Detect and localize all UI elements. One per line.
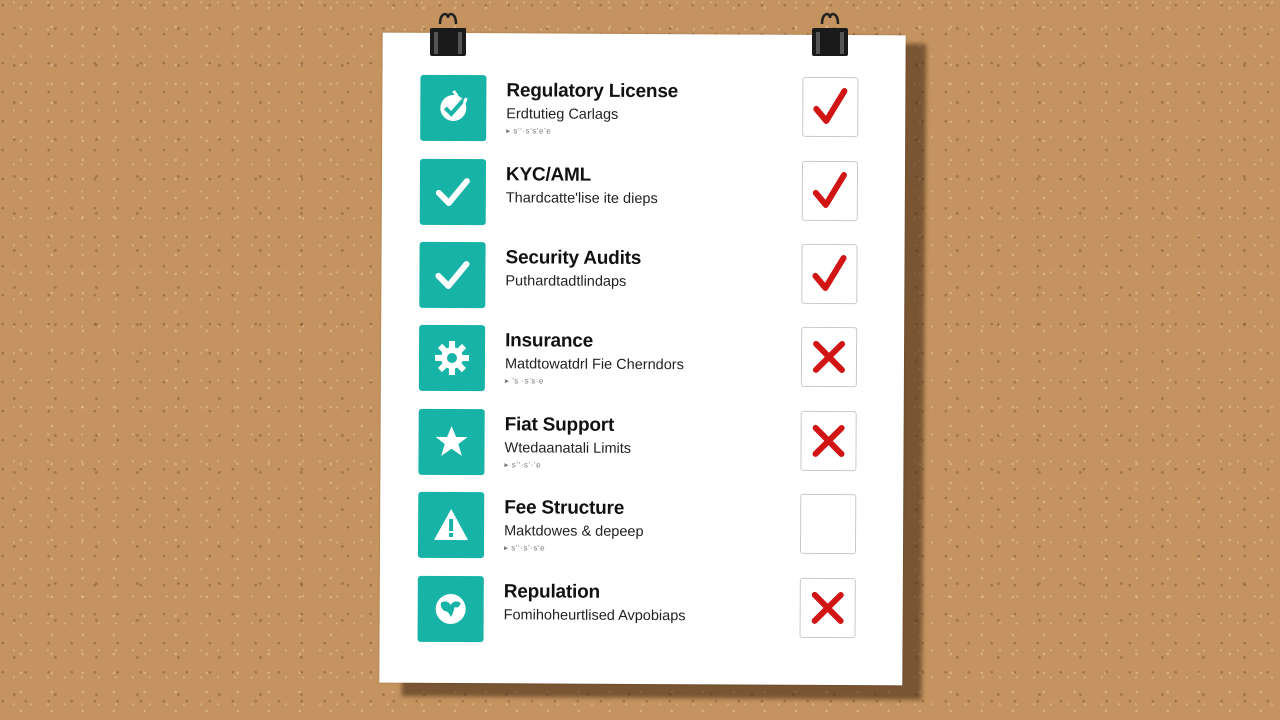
warning-icon	[418, 492, 484, 558]
item-title: Repulation	[503, 581, 601, 603]
item-subtitle: Maktdowes & depeep	[504, 523, 644, 541]
red-check-icon	[808, 85, 852, 129]
red-cross-icon	[807, 335, 851, 379]
item-subtitle: Puthardtadtlindaps	[505, 273, 627, 290]
checklist-item	[380, 576, 903, 645]
item-note: ▸ s’‘·s’s’e’e	[506, 126, 552, 136]
item-subtitle: Thardcatte'lise ite dieps	[505, 190, 658, 208]
binder-clip-left-icon	[428, 10, 468, 58]
red-cross-icon	[806, 419, 850, 463]
checklist-item	[382, 159, 905, 228]
item-title: Fee Structure	[504, 497, 625, 519]
checklist-item	[381, 242, 904, 311]
badge-check-icon	[420, 75, 486, 141]
checklist-item	[380, 409, 903, 478]
item-title: Fiat Support	[504, 414, 615, 436]
status-checkbox[interactable]	[800, 578, 856, 638]
status-checkbox[interactable]	[801, 327, 857, 387]
globe-icon	[418, 576, 484, 642]
status-checkbox[interactable]	[800, 494, 856, 554]
item-title: Regulatory License	[506, 80, 679, 103]
item-subtitle: Fomihoheurtlised Avpobiaps	[503, 607, 686, 625]
checklist-item	[381, 325, 904, 394]
checkmark-icon	[419, 242, 485, 308]
red-check-icon	[808, 169, 852, 213]
item-note: ▸ s’‘·s’·’e	[504, 460, 542, 470]
item-title: KYC/AML	[505, 164, 592, 186]
status-checkbox[interactable]	[802, 77, 858, 137]
item-subtitle: Wtedaanatali Limits	[504, 440, 632, 457]
gear-icon	[419, 325, 485, 391]
item-title: Security Audits	[505, 247, 642, 269]
item-note: ▸ s’‘·s’·s’e	[503, 543, 546, 553]
star-icon	[418, 409, 484, 475]
item-note: ▸ ’s ·s’s·e	[504, 376, 544, 386]
checkmark-icon	[420, 159, 486, 225]
checklist-item	[380, 492, 903, 561]
item-subtitle: Erdtutieg Carlags	[506, 106, 619, 123]
status-checkbox[interactable]	[801, 244, 857, 304]
status-checkbox[interactable]	[802, 161, 858, 221]
checklist-item	[382, 75, 905, 144]
red-check-icon	[807, 252, 851, 296]
item-subtitle: Matdtowatdrl Fie Cherndors	[504, 356, 684, 374]
red-cross-icon	[806, 586, 850, 630]
binder-clip-right-icon	[810, 10, 850, 58]
empty-box-icon	[806, 502, 850, 546]
item-title: Insurance	[505, 330, 594, 352]
status-checkbox[interactable]	[800, 411, 856, 471]
checklist-paper	[379, 33, 905, 686]
